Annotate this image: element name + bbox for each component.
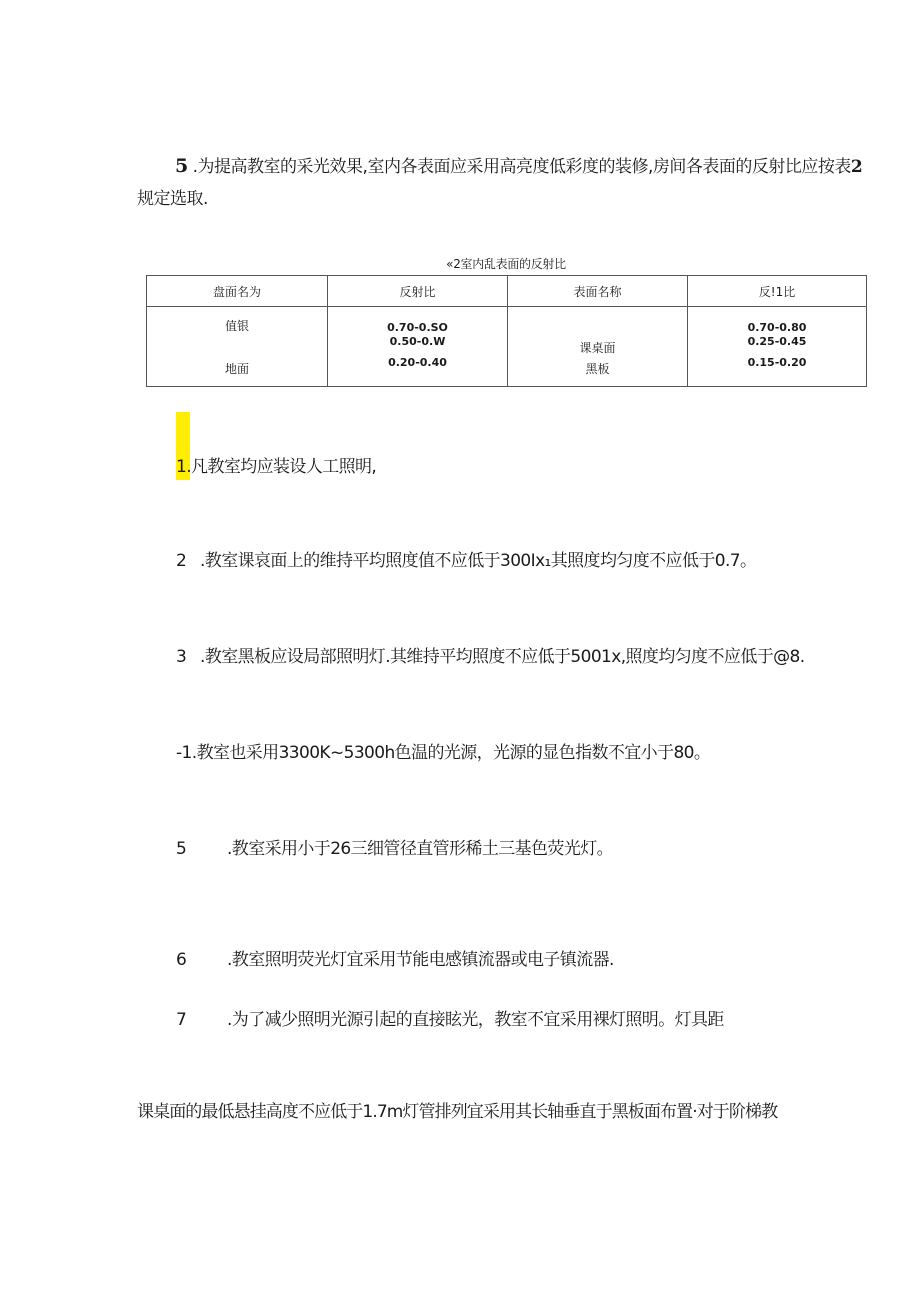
item-text: .为了减少照明光源引起的直接眩光，教室不宜采用裸灯照明。灯具距: [227, 1010, 724, 1030]
surface-floor: 地面: [224, 362, 249, 376]
item-number: 7: [176, 1010, 187, 1030]
col1-cell: [147, 307, 328, 387]
intro-table-ref: 2: [850, 157, 863, 177]
item-number: 3: [176, 647, 187, 667]
intro-number: 5: [175, 155, 188, 177]
intro-paragraph: [137, 150, 877, 215]
item-text: .教室采用小于26三细管径直管形稀土三基色荧光灯。: [227, 839, 614, 859]
surface-blackboard: 黑板: [585, 362, 610, 376]
col3-cell: [508, 307, 688, 387]
item-number: -1: [176, 743, 192, 763]
surface-desk: 课桌面: [579, 341, 616, 355]
list-item: [176, 738, 710, 763]
reflectance-value: 0.70-0.80: [747, 321, 807, 334]
header-surface-name-2: 表面名称: [508, 276, 688, 307]
list-item: [176, 546, 756, 571]
intro-text-a: .为提高教室的采光效果,室内各表面应采用高亮度低彩度的装修,房间各表面的反射比应按表: [187, 157, 851, 177]
col4-cell: [688, 307, 867, 387]
item-number: 2: [176, 551, 187, 571]
intro-text-b: 规定选取.: [137, 189, 208, 209]
table-caption: «2室内乱表面的反射比: [446, 257, 566, 271]
item-number: 5: [176, 839, 187, 859]
item-text: .凡教室均应装设人工照明,: [186, 457, 377, 477]
list-item: [176, 1005, 724, 1030]
reflectance-value: 0.50-0.W: [389, 335, 446, 348]
surface-ceiling: 值银: [224, 319, 249, 333]
col2-cell: [328, 307, 508, 387]
list-item: [176, 834, 613, 859]
item-text: .教室也采用3300K~5300h色温的光源，光源的显色指数不宜小于80。: [191, 743, 711, 763]
reflectance-table: [146, 275, 867, 387]
header-surface-name-1: 盘面名为: [147, 276, 328, 307]
reflectance-value: 0.20-0.40: [388, 356, 447, 369]
item-number: 1: [176, 457, 187, 477]
item-text: .教室黑板应设局部照明灯.其维持平均照度不应低于5001x,照度均匀度不应低于@8.: [200, 647, 805, 667]
reflectance-value: 0.25-0.45: [747, 335, 807, 348]
reflectance-value: 0.70-0.SO: [387, 321, 448, 334]
list-item: [176, 945, 614, 970]
continuation-text: 课桌面的最低悬挂高度不应低于1.7m灯管排列宜采用其长轴垂直于黑板面布置·对于阶梯教: [137, 1102, 778, 1122]
list-item: [176, 642, 805, 667]
table-body-row: [147, 307, 867, 387]
reflectance-value: 0.15-0.20: [747, 356, 807, 369]
item-text: .教室照明荧光灯宜采用节能电感镇流器或电子镇流器.: [227, 950, 614, 970]
item-number: 6: [176, 950, 187, 970]
list-item: [176, 452, 376, 477]
header-reflectance-1: 反射比: [328, 276, 508, 307]
table-header-row: [147, 276, 867, 307]
header-reflectance-2: 反!1比: [688, 276, 867, 307]
item-text: .教室课哀面上的维持平均照度值不应低于300Ix₁其照度均匀度不应低于0.7。: [200, 551, 757, 571]
